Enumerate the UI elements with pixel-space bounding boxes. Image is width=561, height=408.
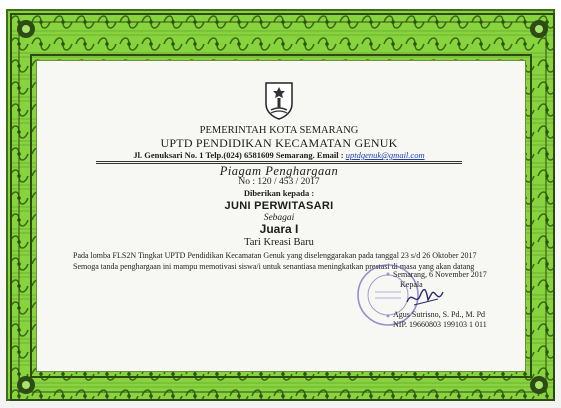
signature-icon <box>404 284 446 310</box>
certificate-number: No : 120 / 453 / 2017 <box>238 177 320 187</box>
given-to-label: Diberikan kepada : <box>243 188 315 198</box>
email-link[interactable]: uptdgenuk@gmail.com <box>345 150 425 160</box>
header-divider <box>96 161 462 162</box>
place-date: Semarang, 6 November 2017 <box>393 270 487 279</box>
certificate-title: Piagam Penghargaan <box>219 164 339 178</box>
signatory-title: Kepala <box>400 280 423 289</box>
government-name: PEMERINTAH KOTA SEMARANG <box>199 125 359 136</box>
event-name: Tari Kreasi Baru <box>244 237 314 248</box>
recipient-name: JUNI PERWITASARI <box>224 200 334 212</box>
city-emblem-icon <box>263 80 295 120</box>
office-address <box>133 150 424 160</box>
office-name: UPTD PENDIDIKAN KECAMATAN GENUK <box>160 136 398 150</box>
signatory-nip: NIP. 19660803 199103 1 011 <box>393 320 487 329</box>
as-label: Sebagai <box>263 213 295 223</box>
address-text: Jl. Genuksari No. 1 Telp.(024) 6581609 Semarang. Email : <box>133 150 346 160</box>
body-text-line-2: Semoga tanda penghargaan ini mampu memotivasi siswa/i untuk senantiasa meningkatkan prestasi di masa yang akan datang <box>73 262 475 271</box>
signatory-name: Agus Sutrisno, S. Pd., M. Pd <box>393 310 486 319</box>
rank-title: Juara I <box>259 222 299 236</box>
body-text-line-1: Pada lomba FLS2N Tingkat UPTD Pendidikan Kecamatan Genuk yang diselenggarakan pada tanggal 23 s/d 26 Oktober 2017 <box>73 251 477 260</box>
